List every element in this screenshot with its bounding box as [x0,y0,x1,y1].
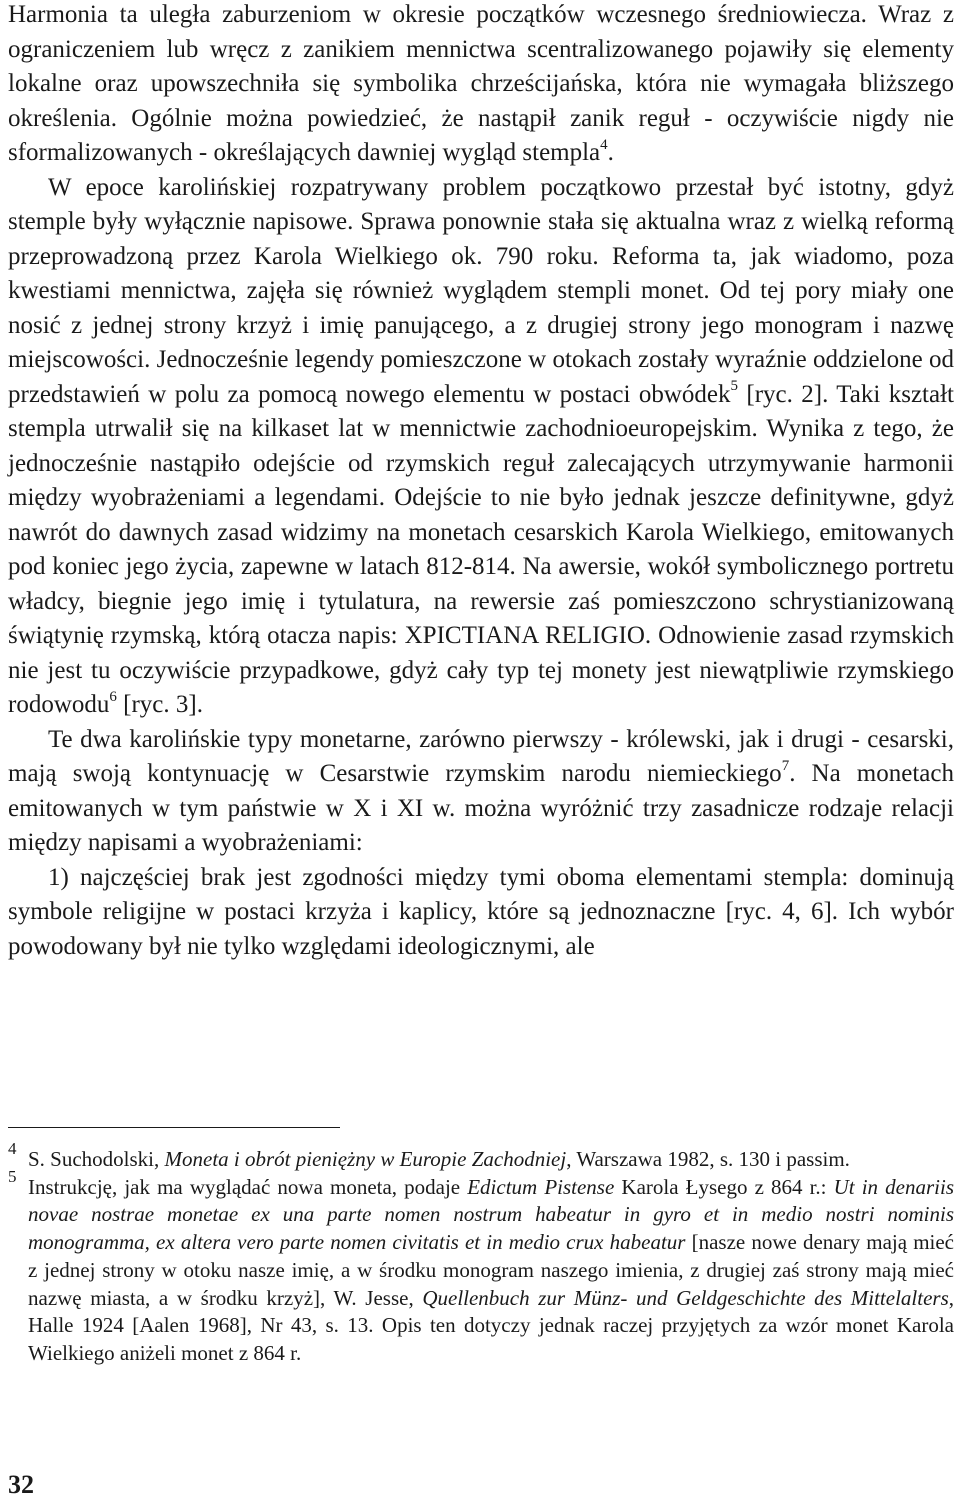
paragraph-text: W epoce karolińskiej rozpatrywany problem początkowo przestał być istotny, gdyż stemple były wyłącznie napisowe. Sprawa ponownie stała się aktualna wraz z wielką reformą przeprowadzoną przez Karola Wielkiego ok. 790 roku. Reforma ta, jak wiadomo, poza kwestiami mennictwa, zajęła się również wyglądem stempli monet. Od tej pory miały one nosić z jednej strony krzyż i imię panującego, a z drugiej strony jego monogram i nazwę miejscowości. Jednocześnie legendy pomieszczone w otokach zostały wyraźnie oddzielone od przedstawień w polu za pomocą nowego elementu w postaci obwódek [8,173,954,408]
footnote-text: , Warszawa 1982, s. 130 i passim. [566,1147,850,1171]
paragraph-text: [ryc. 2]. Taki kształt stempla utrwalił się na kilkaset lat w mennictwie zachodnioeuropejskim. Wynika z tego, że jednocześnie nastąpiło odejście od rzymskich reguł zalecających utrzymywanie harmonii między wyobrażeniami a legendami. Odejście to nie było jednak jeszcze definitywne, gdyż nawrót do dawnych zasad widzimy na monetach cesarskich Karola Wielkiego, emitowanych pod koniec jego życia, zapewne w latach 812-814. Na awersie, wokół symbolicznego portretu władcy, biegnie jego imię i tytulatura, na rewersie zaś pomieszczono schrystianizowaną świątynię rzymską, którą otacza napis: XPICTIANA RELIGIO. Odnowienie zasad rzymskich nie jest tu oczywiście przypadkowe, gdyż cały typ tej monety jest niewątpliwie rzymskiego rodowodu [8,380,954,718]
footnote-mark: 4 [8,1139,17,1158]
footnote-ref: 4 [600,136,608,153]
footnote-text: Karola Łysego z 864 r.: [614,1174,834,1199]
footnote-text: S. Suchodolski, [28,1147,165,1171]
footnote-4 [8,1139,954,1174]
paragraph-text: Harmonia ta uległa zaburzeniom w okresie początków wczesnego średniowiecza. Wraz z ograniczeniem lub wręcz z zanikiem mennictwa scentralizowanego pojawiły się elementy lokalne oraz upowszechniła się symbolika chrześcijańska, która nie wymagała bliższego określenia. Ogólnie można powiedzieć, że nastąpił zanik reguł - oczywiście nigdy nie sformalizowanych - określających dawniej wygląd stempla [8,1,954,166]
footnote-text: [nasze nowe denary mają mieć z jednej strony w otoku nasze imię, a w środku monogram naszego imienia, z drugiej zaś strony mają mieć nazwę miasta, a w środku krzyż], W. Jesse, [28,1230,954,1310]
paragraph [8,723,954,861]
paragraph-text: . Na monetach emitowanych w tym państwie w X i XI w. można wyróżnić trzy zasadnicze rodzaje relacji między napisami a wyobrażeniami: [8,760,954,856]
footnotes [8,1139,954,1368]
paragraph-text: 1) najczęściej brak jest zgodności między tymi oboma elementami stempla: dominują symbole religijne w postaci krzyża i kaplicy, które są jednoznaczne [ryc. 4, 6]. Ich wybór powodowany był nie tylko względami ideologicznymi, ale [8,863,954,960]
footnote-ref: 7 [781,757,790,774]
paragraph [8,861,954,965]
paragraph-text: [ryc. 3]. [116,691,203,718]
footnote-ref: 6 [109,688,117,705]
footnote-5 [8,1166,954,1368]
footnote-title: Moneta i obrót pieniężny w Europie Zachodniej [164,1147,567,1171]
footnote-text: , Halle 1924 [Aalen 1968], Nr 43, s. 13. Opis ten dotyczy jednak raczej przyjętych za wzór monet Karola Wielkiego aniżeli monet z 864 r. [28,1285,954,1365]
footnote-title: Quellenbuch zur Münz- und Geldgeschichte des Mittelalters [422,1285,949,1310]
paragraph-text: Te dwa karolińskie typy monetarne, zarówno pierwszy - królewski, jak i drugi - cesarski, mają swoją kontynuację w Cesarstwie rzymskim narodu niemieckiego [8,725,954,787]
paragraph [8,171,954,723]
footnote-text: Instrukcję, jak ma wyglądać nowa moneta, podaje [28,1174,468,1199]
paragraph-text: . [607,139,614,166]
page-number: 32 [8,1470,34,1499]
main-text [8,0,954,964]
footnote-title: Edictum Pistense [467,1174,615,1199]
footnote-separator [8,1127,340,1128]
footnote-ref: 5 [730,378,738,395]
footnote-latin-quote: Ut in denariis novae nostrae monetae ex una parte nomen nostrum habeatur in gyro et in medio nostri nominis monogramma, ex altera vero parte nomen civitatis et in medio crux habeatur [28,1174,954,1255]
paragraph [8,0,954,171]
footnote-mark: 5 [8,1166,17,1186]
